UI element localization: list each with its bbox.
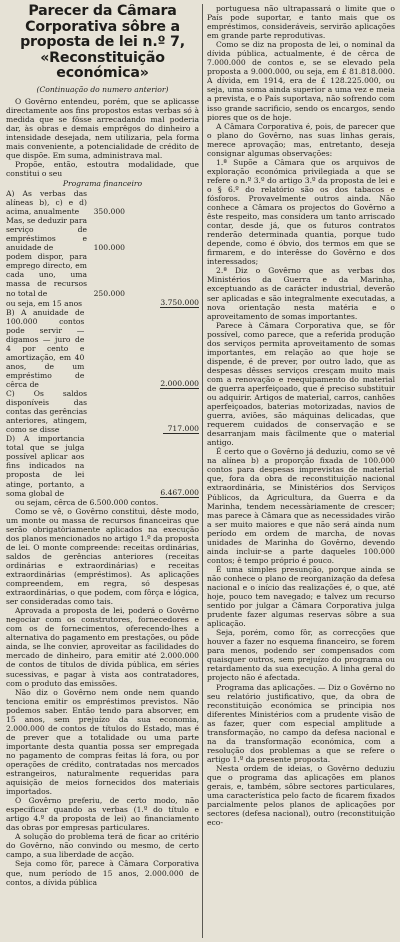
paragraph: Como se vê, o Govêrno constitui, dêste modo, um monte ou massa de recursos financeiras que serão obrigatòriamente aplicados na execução dos planos mencionados no artigo 1.º da proposta de lei. O monte compreende: receitas ordinárias, saldos de gerências anteriores (receitas ordinárias e extraordinárias) e receitas extraordinárias (empréstimos). As aplicações compreendem, em regra, só despesas extraordinárias, o que podem, com fôrça e lógica, ser consideradas como tais. bbox=[6, 506, 199, 607]
programme-row-subvalue: 100.000 bbox=[93, 243, 125, 253]
paragraph: Programa das aplicações. — Diz o Govêrno no seu relatório justificativo, que, da obra de reconstituição económica se principia nos diferentes Ministérios com a prudente visão de as fazer, quer com especial amplitude a transformação, no campo da defesa nacional e na da transformação económica, com a resolução dos problemas a que se refere o artigo 1.º da presente proposta. bbox=[207, 682, 395, 764]
paragraph: Não diz o Govêrno nem onde nem quando tenciona emitir os empréstimos previstos. Não podemos saber. Então tendo para absorver, em 15 anos, sem prejuízo da sua economia, 2.000.000 de contos de títulos do Estado, mas é de prever que a totalidade ou uma parte importante desta quantia possa ser empregada no pagamento de compras feitas lá fora, ou por operações de crédito, contratadas nos mercados estrangeiros, naturalmente requeridas para aquisição de meios fornecidos dos materiais importados. bbox=[6, 687, 199, 797]
programme-row bbox=[6, 216, 199, 252]
paragraph: 1.ª Supõe a Câmara que os arquivos de exploração económica privilegiada a que se refere o n.º 3.º do artigo 3.º da proposta de lei e o § 6.º do relatório são os dos tabacos e fósforos. Provavelmente outros ainda. Não conhece a Câmara os projectos do Govêrno a êste respeito, mas considera um tanto arriscado contar, desde já, que os futuros contratos renderão determinada quantia, porque tudo depende, como é óbvio, dos termos em que se firmarem, e do interêsse do Govêrno e dos interessados; bbox=[207, 157, 395, 267]
paragraph: O Govêrno preferiu, de certo modo, não especificar quando as verbas (1.º do título e artigo 4.º da proposta de lei) ao financiamento das obras por empresas particulares. bbox=[6, 796, 199, 833]
programme-row bbox=[6, 298, 199, 308]
paragraph: Propõe, então, estoutra modalidade, que constitui o seu bbox=[6, 159, 199, 178]
programme-row-total: 717.000 bbox=[163, 424, 199, 434]
programme-row bbox=[6, 434, 199, 497]
programme-row-label: D) A importancia total que se julga possível aplicar aos fins indicados na proposta de lei atinge, portanto, a soma global de bbox=[6, 434, 85, 498]
paragraph: Como se diz na proposta de lei, o nominal da dívida pública, actualmente, é de cêrca de 7.000.000 de contos e, se se elevado pela proposta a 9.000.000, ou seja, em £ 81.818.000. A dívida, em 1914, era de £ 128.225.000, ou seja, uma soma ainda superior a uma vez e meia a prevista, e o País suportava, não sofrendo com isso grande sacrificio, sendo os encargos, sendo piores que os de hoje. bbox=[207, 40, 395, 122]
programme-row-total: 3.750.000 bbox=[160, 297, 199, 307]
programme-row-subvalue: 250.000 bbox=[93, 288, 125, 298]
programme-row bbox=[6, 308, 199, 389]
left-continuation-text bbox=[6, 498, 199, 887]
paragraph: ou sejam, cêrca de 6.500.000 contos. bbox=[15, 497, 159, 507]
paragraph: É uma simples presunção, porque ainda se não conhece o plano de reorganização da defesa nacional e o início das realizações é, o que, até hoje, pouco tem navegado; e talvez um recurso sentido por julgar a Câmara Corporativa julga prudente fazer algumas reservas sôbre a sua aplicação. bbox=[207, 564, 395, 629]
programme-title: Programa financeiro bbox=[62, 178, 143, 188]
paragraph: 2.ª Diz o Govêrno que as verbas dos Ministérios da Guerra e da Marinha, exceptuando as de carácter industrial, deverão ser aplicadas e são integralmente executadas, a nova orientação nesta matéria e o aproveitamento de somas importantes. bbox=[207, 266, 395, 321]
paragraph: A Câmara Corporativa é, pois, de parecer que o plano do Govêrno, nas suas linhas gerais, merece aprovação; mas, entretanto, deseja consignar algumas observações: bbox=[207, 121, 395, 158]
programme-row-total: 6.467.000 bbox=[160, 487, 199, 497]
paragraph: portuguesa não ultrapassará o limite que o País pode suportar, e tanto mais que os empréstimos, consideráveis, servirão aplicações em grande parte reprodutivas. bbox=[207, 4, 395, 41]
paragraph: O Govêrno entendeu, porém, que se aplicasse directamente aos fins propostos estas verbas só à medida que se fôsse arrecadando mal poderia dar, às obras e demais emprêgos do dinheiro a intensidade desejada, nem utilizaria, pela forma mais conveniente, a potencialidade de crédito de que dispõe. Em suma, administrava mal. bbox=[6, 96, 199, 160]
programme-row-label: A) As verbas das alíneas b), c) e d) acima, anualmente bbox=[6, 189, 87, 217]
programme-row-label: podem dispor, para emprego directo, em cada uno, uma massa de recursos no total de bbox=[6, 252, 87, 298]
paragraph: É certo que o Govêrno já deduziu, como se vê na alínea b) a proporção fixada de 100.000 contos para despesas imprevistas de material que, fora da obra de reconstituição nacional extraordinária, se Ministérios dos Serviços Públicos, da Agricultura, da Guerra e da Marinha, tendem necessàriamente de crescer; mas parece à Câmara que as necessidades virão a ser muito maiores e que não será ainda num período em ordem de marcha, de novas unidades de Marinha do Govêrno, devendo ainda incluir-se a parte daqueles 100.000 contos; ê tempo próprio é pouco. bbox=[207, 447, 395, 565]
right-column bbox=[207, 4, 395, 938]
paragraph: Seja, porém, como fôr, as correcções que houver a fazer no esquema financeiro, se forem para menos, podendo ser compensados com quaisquer outros, sem prejuízo do programa ou retardamento da sua execução. A linha geral do projecto não é afectada. bbox=[207, 628, 395, 683]
programme-row-label: C) Os saldos disponíveis das contas das gerências anteriores, atingem, como se disse bbox=[6, 389, 87, 435]
column-rule bbox=[202, 4, 203, 938]
programme-row-total: 2.000.000 bbox=[160, 379, 199, 388]
left-column bbox=[6, 4, 199, 938]
programme-row bbox=[6, 389, 199, 434]
programme-row-subvalue: 350.000 bbox=[93, 207, 125, 217]
programme-row-label: Mas, se deduzir para serviço de empréstimos e anuidade de bbox=[6, 216, 87, 253]
programme-row bbox=[6, 252, 199, 297]
left-intro-text bbox=[6, 97, 199, 178]
paragraph: A solução do problema terá de ficar ao critério do Govêrno, não convindo ou mesmo, de certo campo, a sua liberdade de acção. bbox=[6, 832, 199, 860]
paragraph: Parece à Câmara Corporativa que, se fôr possível, como parece, que a referida produção dos serviços permita aproveitamento de somas importantes, em relação ao que hoje se dispende, é de prever, por outro lado, que as despesas dêsses serviços cresçam muito mais com a renovação e reequipamento do material de guerra aperfeiçoado, que é preciso substituir ou adquirir. Artigos de material, carros, canhões aperfeiçoados, baterias motorizadas, navios de guerra, aviões, são máquinas delicadas, que requerem cuidados de conservação e se desarranjam mais fàcilmente que o material antigo. bbox=[207, 320, 395, 448]
paragraph: Nesta ordem de ideias, o Govêrno deduziu que o programa das aplicações em planos gerais, e, também, sôbre sectores particulares, uma característica pelo facto de ficarem fixados parcialmente pelos planos de aplicações por sectores (defesa nacional), outro (reconstituição eco- bbox=[207, 763, 395, 828]
article-headline: Parecer da Câmara Corporativa sôbre a proposta de lei n.º 7, «Reconstituição económica» bbox=[20, 4, 185, 81]
article-subhead: (Continuação do numero anterior) bbox=[36, 84, 169, 94]
programme-row-label: ou seja, em 15 anos bbox=[6, 298, 83, 308]
programme-row bbox=[6, 189, 199, 216]
programme-row-label: B) A anuidade de 100.000 contos pode servir — digamos — juro de 4 por cento e amortização, em 40 anos, de um empréstimo de cêrca de bbox=[6, 307, 85, 389]
paragraph: Aprovada a proposta de lei, poderá o Govêrno negociar com os construtores, fornecedores e com os de fornecimentos, oferecendo-lhes a alternativa do pagamento em prestações, ou pôde ainda, se lhe convier, aproveitar as facilidades do mercado de dinheiro, para emitir até 2.000.000 de contos de títulos de dívida pública, em séries sucessivas, e pagar à vista aos contratadores, com o produto das emissões. bbox=[6, 606, 199, 688]
right-column-text bbox=[207, 4, 395, 827]
paragraph: Seja como fôr, parece à Câmara Corporativa que, num período de 15 anos, 2.000.000 de contos, a dívida pública bbox=[6, 859, 199, 887]
financial-programme-table bbox=[6, 189, 199, 498]
